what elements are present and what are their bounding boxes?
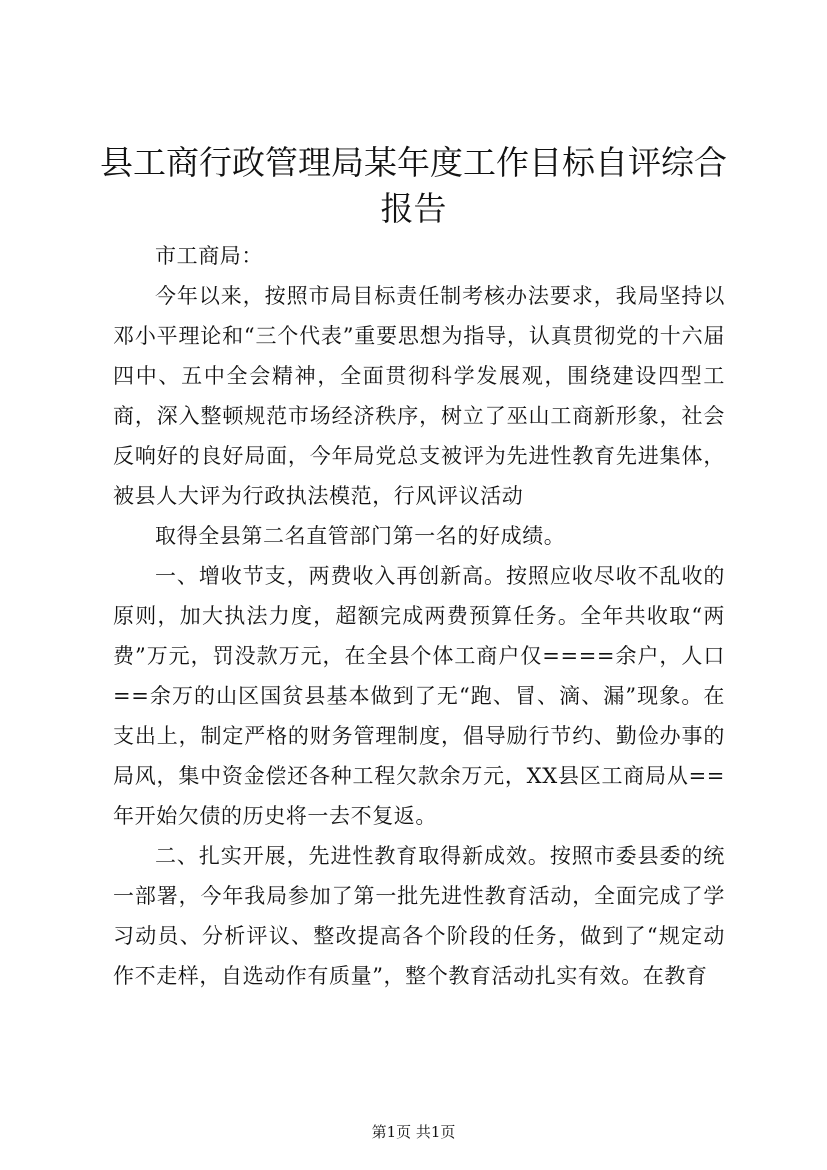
paragraph-intro: 今年以来，按照市局目标责任制考核办法要求，我局坚持以邓小平理论和“三个代表”重要思想为指导，认真贯彻党的十六届四中、五中全会精神，全面贯彻科学发展观，围绕建设四型工商，深入整顿规范市场经济秩序，树立了巫山工商新形象，社会反响好的良好局面，今年局党总支被评为先进性教育先进集体，被县人大评为行政执法模范，行风评议活动 — [113, 284, 725, 508]
salutation: 市工商局： — [155, 244, 263, 268]
paragraph-section-one: 一、增收节支，两费收入再创新高。按照应收尽收不乱收的原则，加大执法力度，超额完成两费预算任务。全年共收取“两费”万元，罚没款万元，在全县个体工商户仅====余户，人口==余万的山区国贫县基本做到了无“跑、冒、滴、漏”现象。在支出上，制定严格的财务管理制度，倡导励行节约、勤俭办事的局风，集中资金偿还各种工程欠款余万元，XX县区工商局从==年开始欠债的历史将一去不复返。 — [113, 564, 725, 828]
paragraph-section-two: 二、扎实开展，先进性教育取得新成效。按照市委县委的统一部署，今年我局参加了第一批先进性教育活动，全面完成了学习动员、分析评议、整改提高各个阶段的任务，做到了“规定动作不走样，自选动作有质量”，整个教育活动扎实有效。在教育 — [113, 844, 725, 988]
page-footer: 第1页 共1页 — [371, 1123, 456, 1141]
document-title: 县工商行政管理局某年度工作目标自评综合报告 — [100, 143, 727, 228]
document-body — [113, 236, 725, 996]
paragraph-result: 取得全县第二名直管部门第一名的好成绩。 — [155, 524, 566, 548]
